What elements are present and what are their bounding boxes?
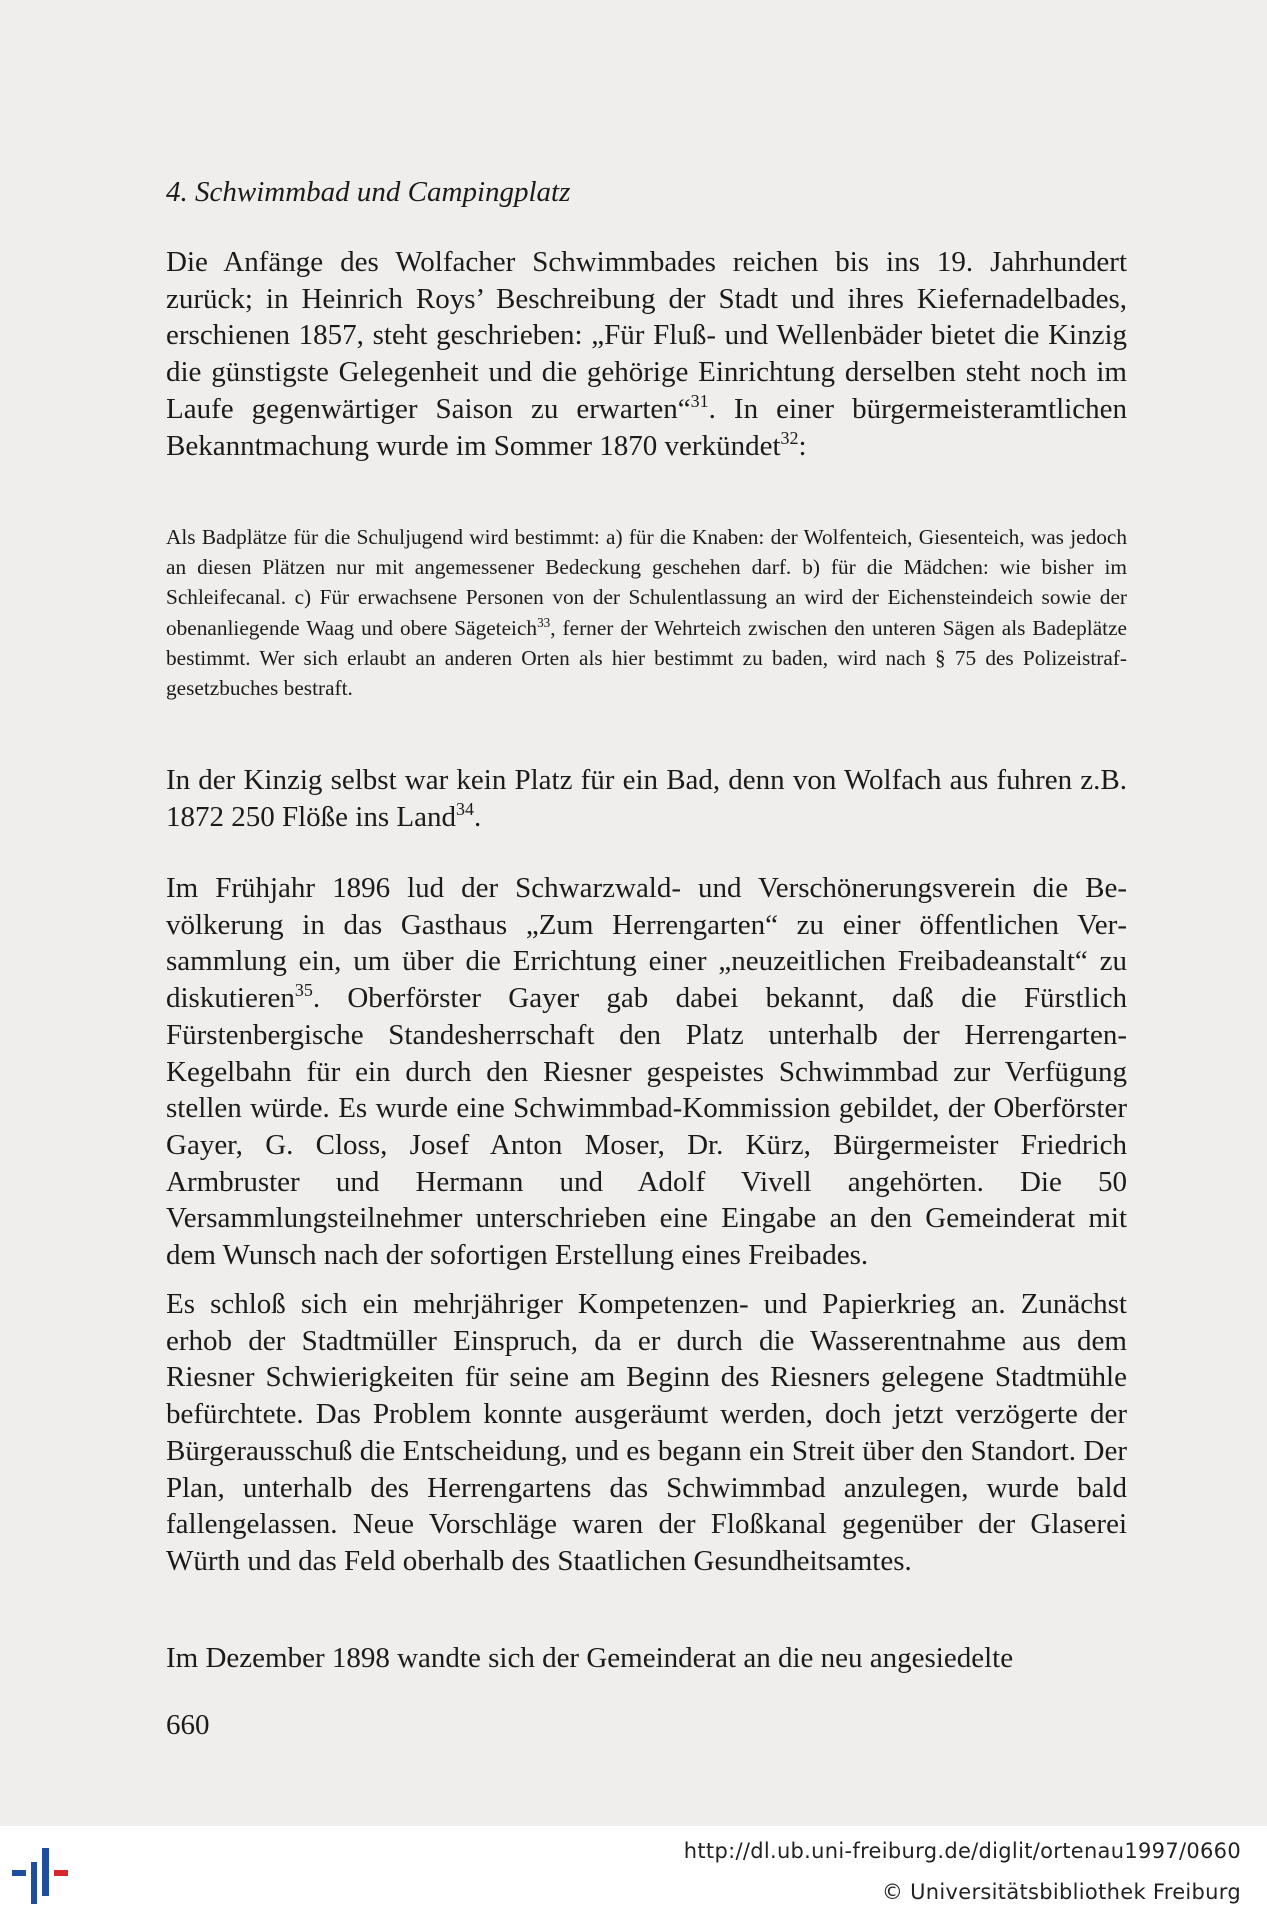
copyright-notice: © Universitätsbibliothek Freiburg [881, 1880, 1241, 1904]
library-logo-icon [12, 1838, 80, 1910]
paragraph-4: Es schloß sich ein mehrjähriger Kompetenzen- und Papierkrieg an. Zunächst erhob der Stadtmüller Einspruch, da er durch die Wasserentnahme aus dem Riesner Schwierigkeiten für seine am Beginn des Riesners gelegene Stadtmühle befürchtete. Das Problem konnte ausgeräumt werden, doch jetzt verzögerte der Bürgerausschuß die Entscheidung, und es begann ein Streit über den Standort. Der Plan, unterhalb des Herrengartens das Schwimmbad anzulegen, wurde bald fallengelassen. Neue Vorschläge waren der Floßkanal gegenüber der Glaserei Würth und das Feld oberhalb des Staatlichen Gesundheitsamtes. [166, 1288, 1127, 1577]
permalink[interactable]: http://dl.ub.uni-freiburg.de/diglit/ortenau1997/0660 [683, 1839, 1241, 1863]
paragraph-5: Im Dezember 1898 wandte sich der Gemeinderat an die neu angesiedelte [166, 1642, 1014, 1674]
block-quote: Als Badplätze für die Schuljugend wird bestimmt: a) für die Knaben: der Wolfenteich, Giesenteich, was jedoch an diesen Plätzen nur mit angemessener Bedeckung geschehen darf. b) für die Mädchen: wie bisher im Schleifecanal. c) Für erwachsene Personen von der Schulentlassung an wird der Eichensteindeich sowie der obenanliegende Waag und obere Sägeteich$^{33}$, ferner der Wehrteich zwischen den unteren Sägen als Badeplätze bestimmt. Wer sich erlaubt an anderen Orten als hier bestimmt zu baden, wird nach § 75 des Polizeistrafgesetzbuches bestraft. [166, 525, 1127, 701]
footnote-ref-32: 32 [780, 427, 799, 448]
paragraph-3: Im Frühjahr 1896 lud der Schwarzwald- und Verschönerungsverein die Bevölkerung in das Gasthaus „Zum Herrengarten“ zu einer öffentlichen Versammlung ein, um über die Errichtung einer „neuzeitlichen Freibadeanstalt“ zu diskutieren$^{35}$. Oberförster Gayer gab dabei bekannt, daß die Fürstlich Fürstenbergische Standesherrschaft den Platz unterhalb der Herrengarten-Kegelbahn für ein durch den Riesner gespeistes Schwimmbad zur Verfügung stellen würde. Es wurde eine Schwimmbad-Kommission gebildet, der Oberförster Gayer, G. Closs, Josef Anton Moser, Dr. Kürz, Bürgermeister Friedrich Armbruster und Hermann und Adolf Vivell angehörten. Die 50 Versammlungsteilnehmer unterschrieben eine Eingabe an den Gemeinderat mit dem Wunsch nach der sofortigen Erstellung eines Freibades. [166, 872, 1127, 1272]
footnote-ref-35: 35 [294, 979, 313, 1000]
page-number: 660 [166, 1709, 210, 1741]
footnote-ref-33: 33 [537, 614, 551, 630]
footnote-ref-31: 31 [690, 390, 709, 411]
paragraph-1: Die Anfänge des Wolfacher Schwimmbades reichen bis ins 19. Jahrhundert zurück; in Heinrich Roys’ Beschreibung der Stadt und ihres Kiefernadelbades, erschienen 1857, steht geschrieben: „Für Fluß- und Wellenbäder bietet die Kinzig die günstigste Gelegenheit und die gehörige Einrichtung derselben steht noch im Laufe gegenwärtiger Saison zu erwarten“$^{31}$. In einer bürgermeisteramtlichen Bekanntmachung wurde im Sommer 1870 verkündet$^{32}$: [166, 246, 1127, 462]
library-footer [0, 1826, 1267, 1919]
paragraph-2: In der Kinzig selbst war kein Platz für ein Bad, denn von Wolfach aus fuhren z.B. 1872 250 Flöße ins Land$^{34}$. [166, 764, 1127, 833]
footnote-ref-34: 34 [456, 798, 474, 819]
section-heading: 4. Schwimmbad und Campingplatz [166, 176, 571, 208]
